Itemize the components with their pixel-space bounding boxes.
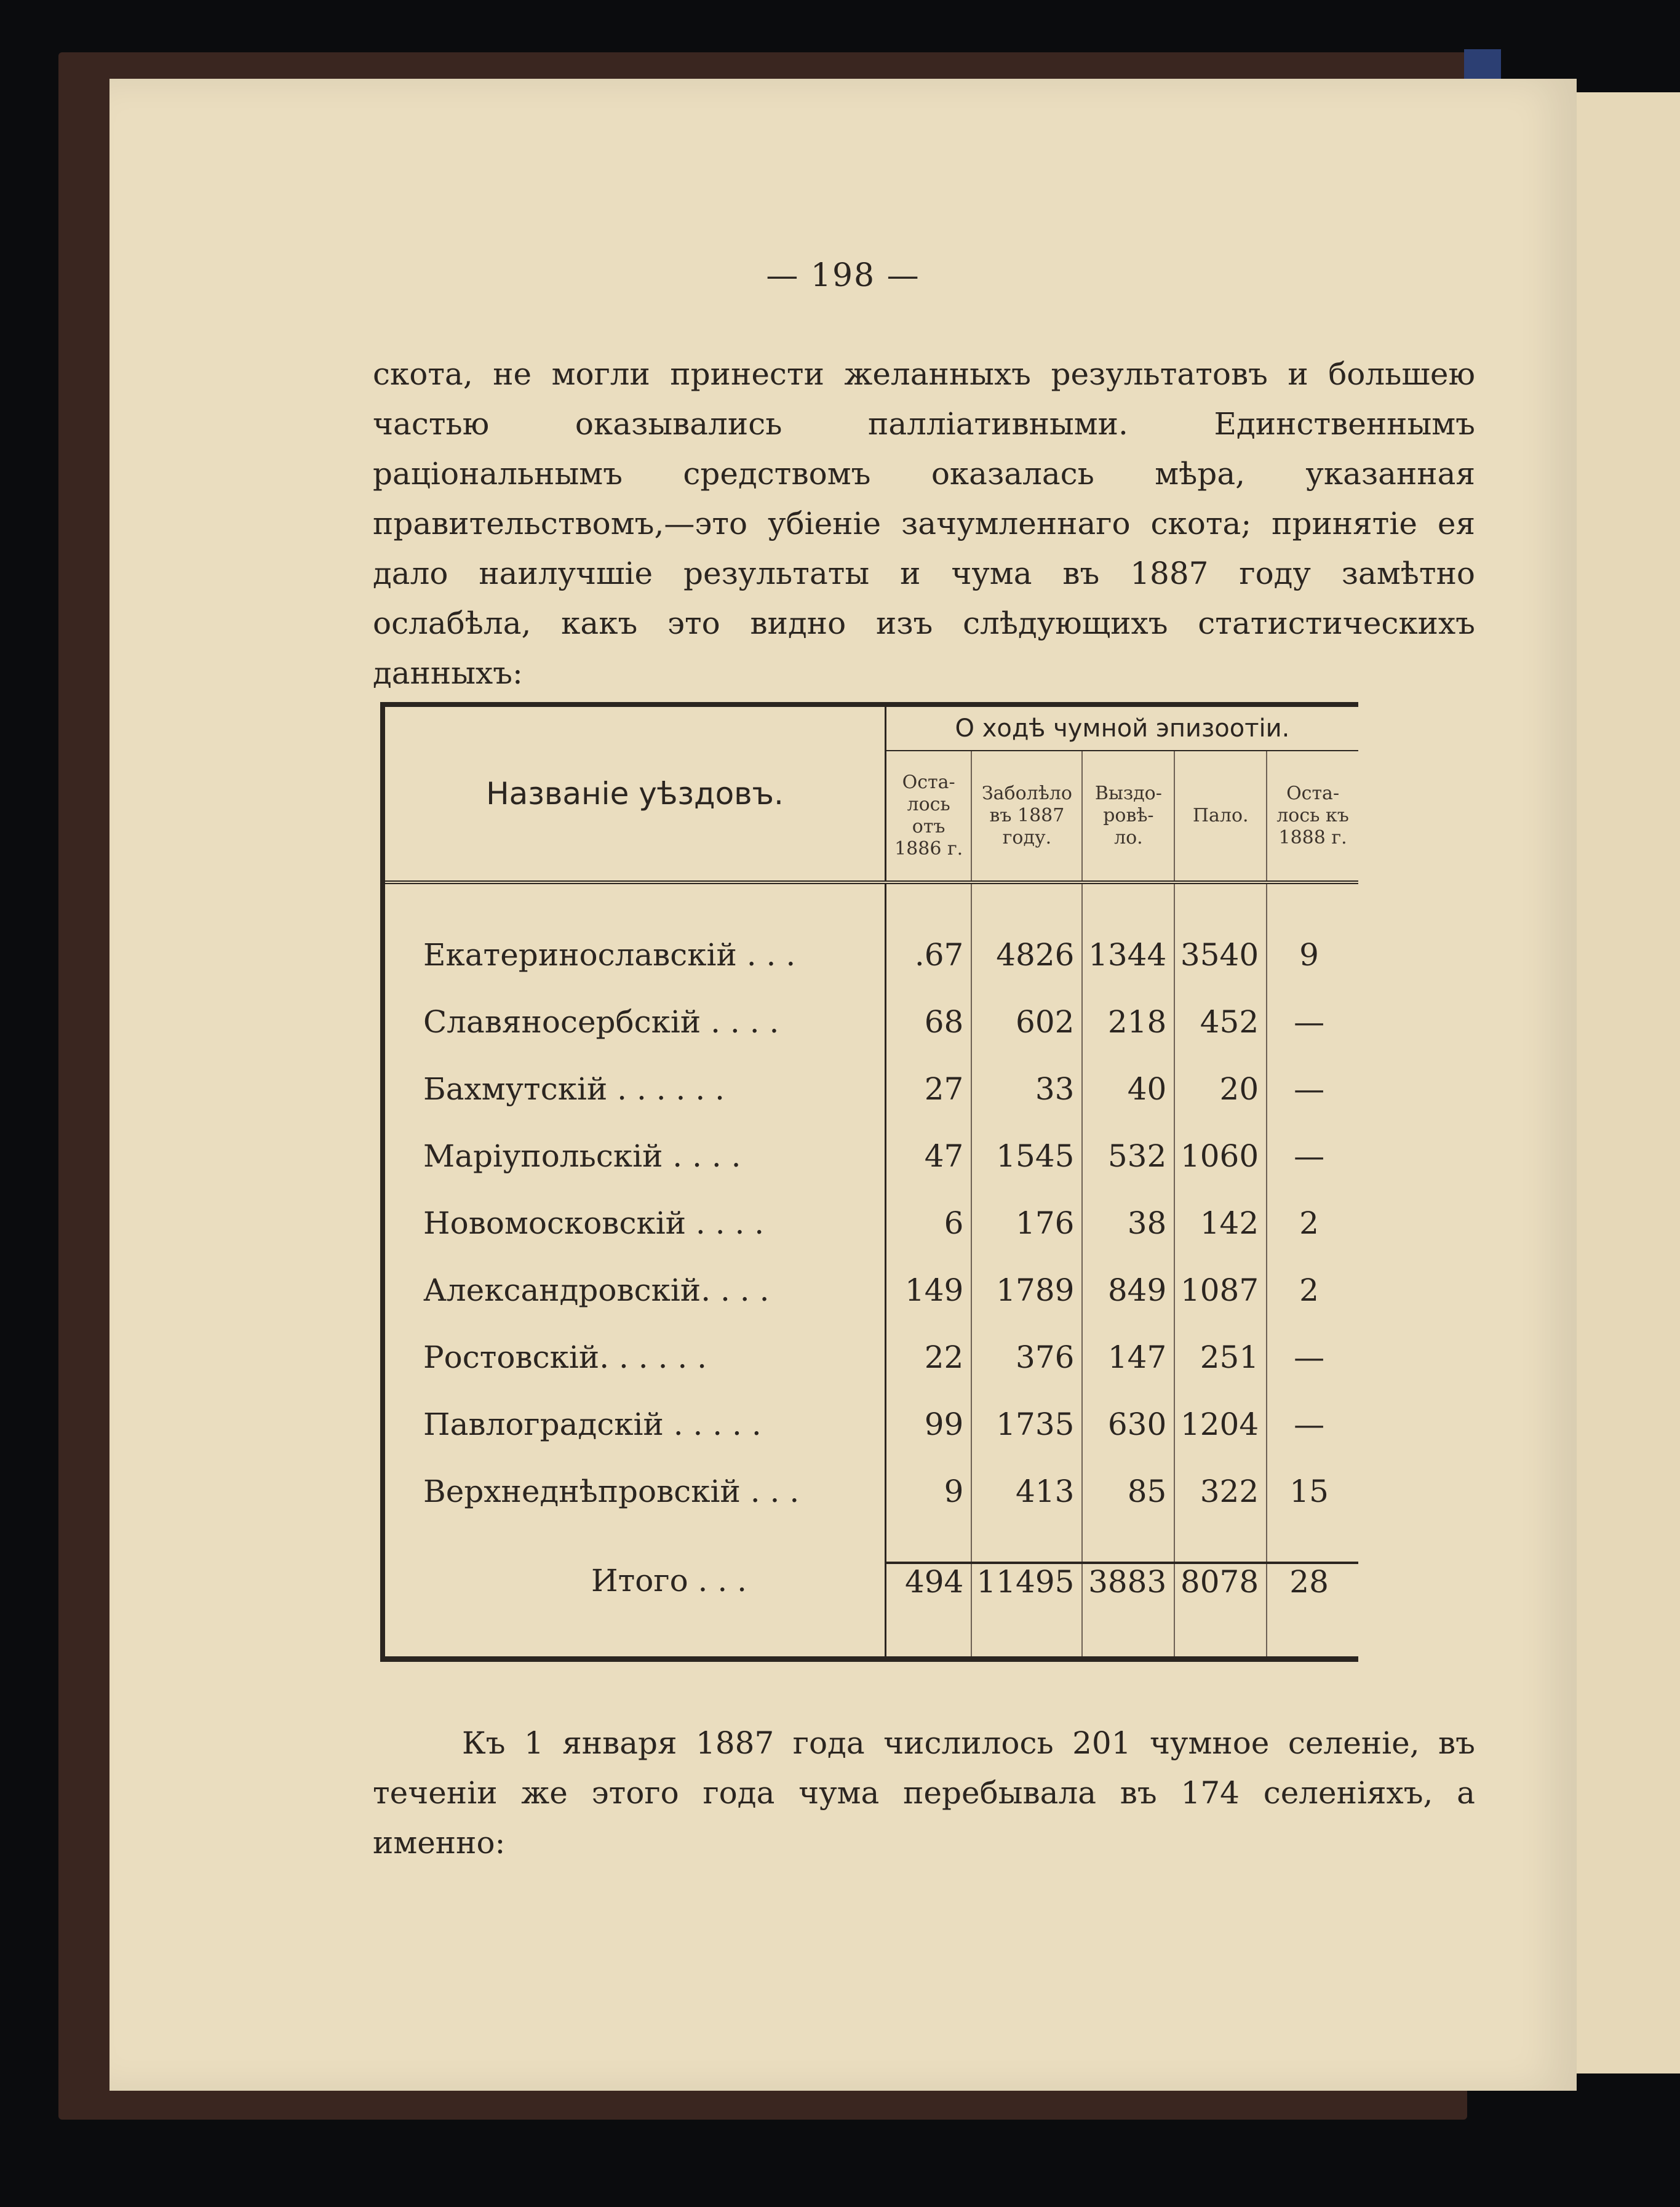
table-row: Екатеринославскій . . . .67 4826 1344 3540 9 xyxy=(383,921,1358,988)
table-row: Бахмутскій . . . . . . 27 33 40 20 — xyxy=(383,1055,1358,1122)
paragraph-bottom xyxy=(373,1718,1475,1868)
table-row: Маріупольскій . . . . 47 1545 532 1060 — xyxy=(383,1122,1358,1189)
statistics-table xyxy=(380,702,1358,1662)
table-row: Павлоградскій . . . . . 99 1735 630 1204 — xyxy=(383,1391,1358,1458)
paragraph-bottom-text: Къ 1 января 1887 года числилось 201 чумное селеніе, въ теченіи же этого года чума перебывала въ 174 селеніяхъ, а именно: xyxy=(373,1725,1475,1861)
column-header-remained-1888: Оста- лось къ 1888 г. xyxy=(1267,751,1358,882)
column-header-recovered: Выздо- ровѣ- ло. xyxy=(1082,751,1174,882)
column-header-died: Пало. xyxy=(1174,751,1267,882)
column-group-header: О ходѣ чумной эпизоотіи. xyxy=(885,704,1358,751)
table-row: Новомосковскій . . . . 6 176 38 142 2 xyxy=(383,1189,1358,1256)
page-number: — 198 — xyxy=(766,257,920,294)
book-page xyxy=(109,79,1577,2091)
column-header-remained-1886: Оста- лось отъ 1886 г. xyxy=(885,751,971,882)
paragraph-top xyxy=(373,349,1475,698)
column-header-fell-ill-1887: Заболѣло въ 1887 году. xyxy=(971,751,1082,882)
table-row: Славяносербскій . . . . 68 602 218 452 — xyxy=(383,988,1358,1055)
column-header-district: Названіе уѣздовъ. xyxy=(383,704,885,882)
table-row: Александровскій. . . . 149 1789 849 1087 2 xyxy=(383,1256,1358,1323)
adjacent-page-edge xyxy=(1572,92,1680,2073)
paragraph-top-text: скота, не могли принести желанныхъ результатовъ и большею частью оказывались палліативными. Единственнымъ раціональнымъ средствомъ оказалась мѣра, указанная правительствомъ,—это убіеніе зачумленнаго скота; принятіе ея дало наилучшіе результаты и чума въ 1887 году замѣтно ослабѣла, какъ это видно изъ слѣдующихъ статистическихъ данныхъ: xyxy=(373,356,1475,691)
table-row: Ростовскій. . . . . . 22 376 147 251 — xyxy=(383,1323,1358,1391)
table-total-row: Итого . . . 494 11495 3883 8078 28 xyxy=(383,1563,1358,1659)
table-row: Верхнеднѣпровскій . . . 9 413 85 322 15 xyxy=(383,1458,1358,1525)
